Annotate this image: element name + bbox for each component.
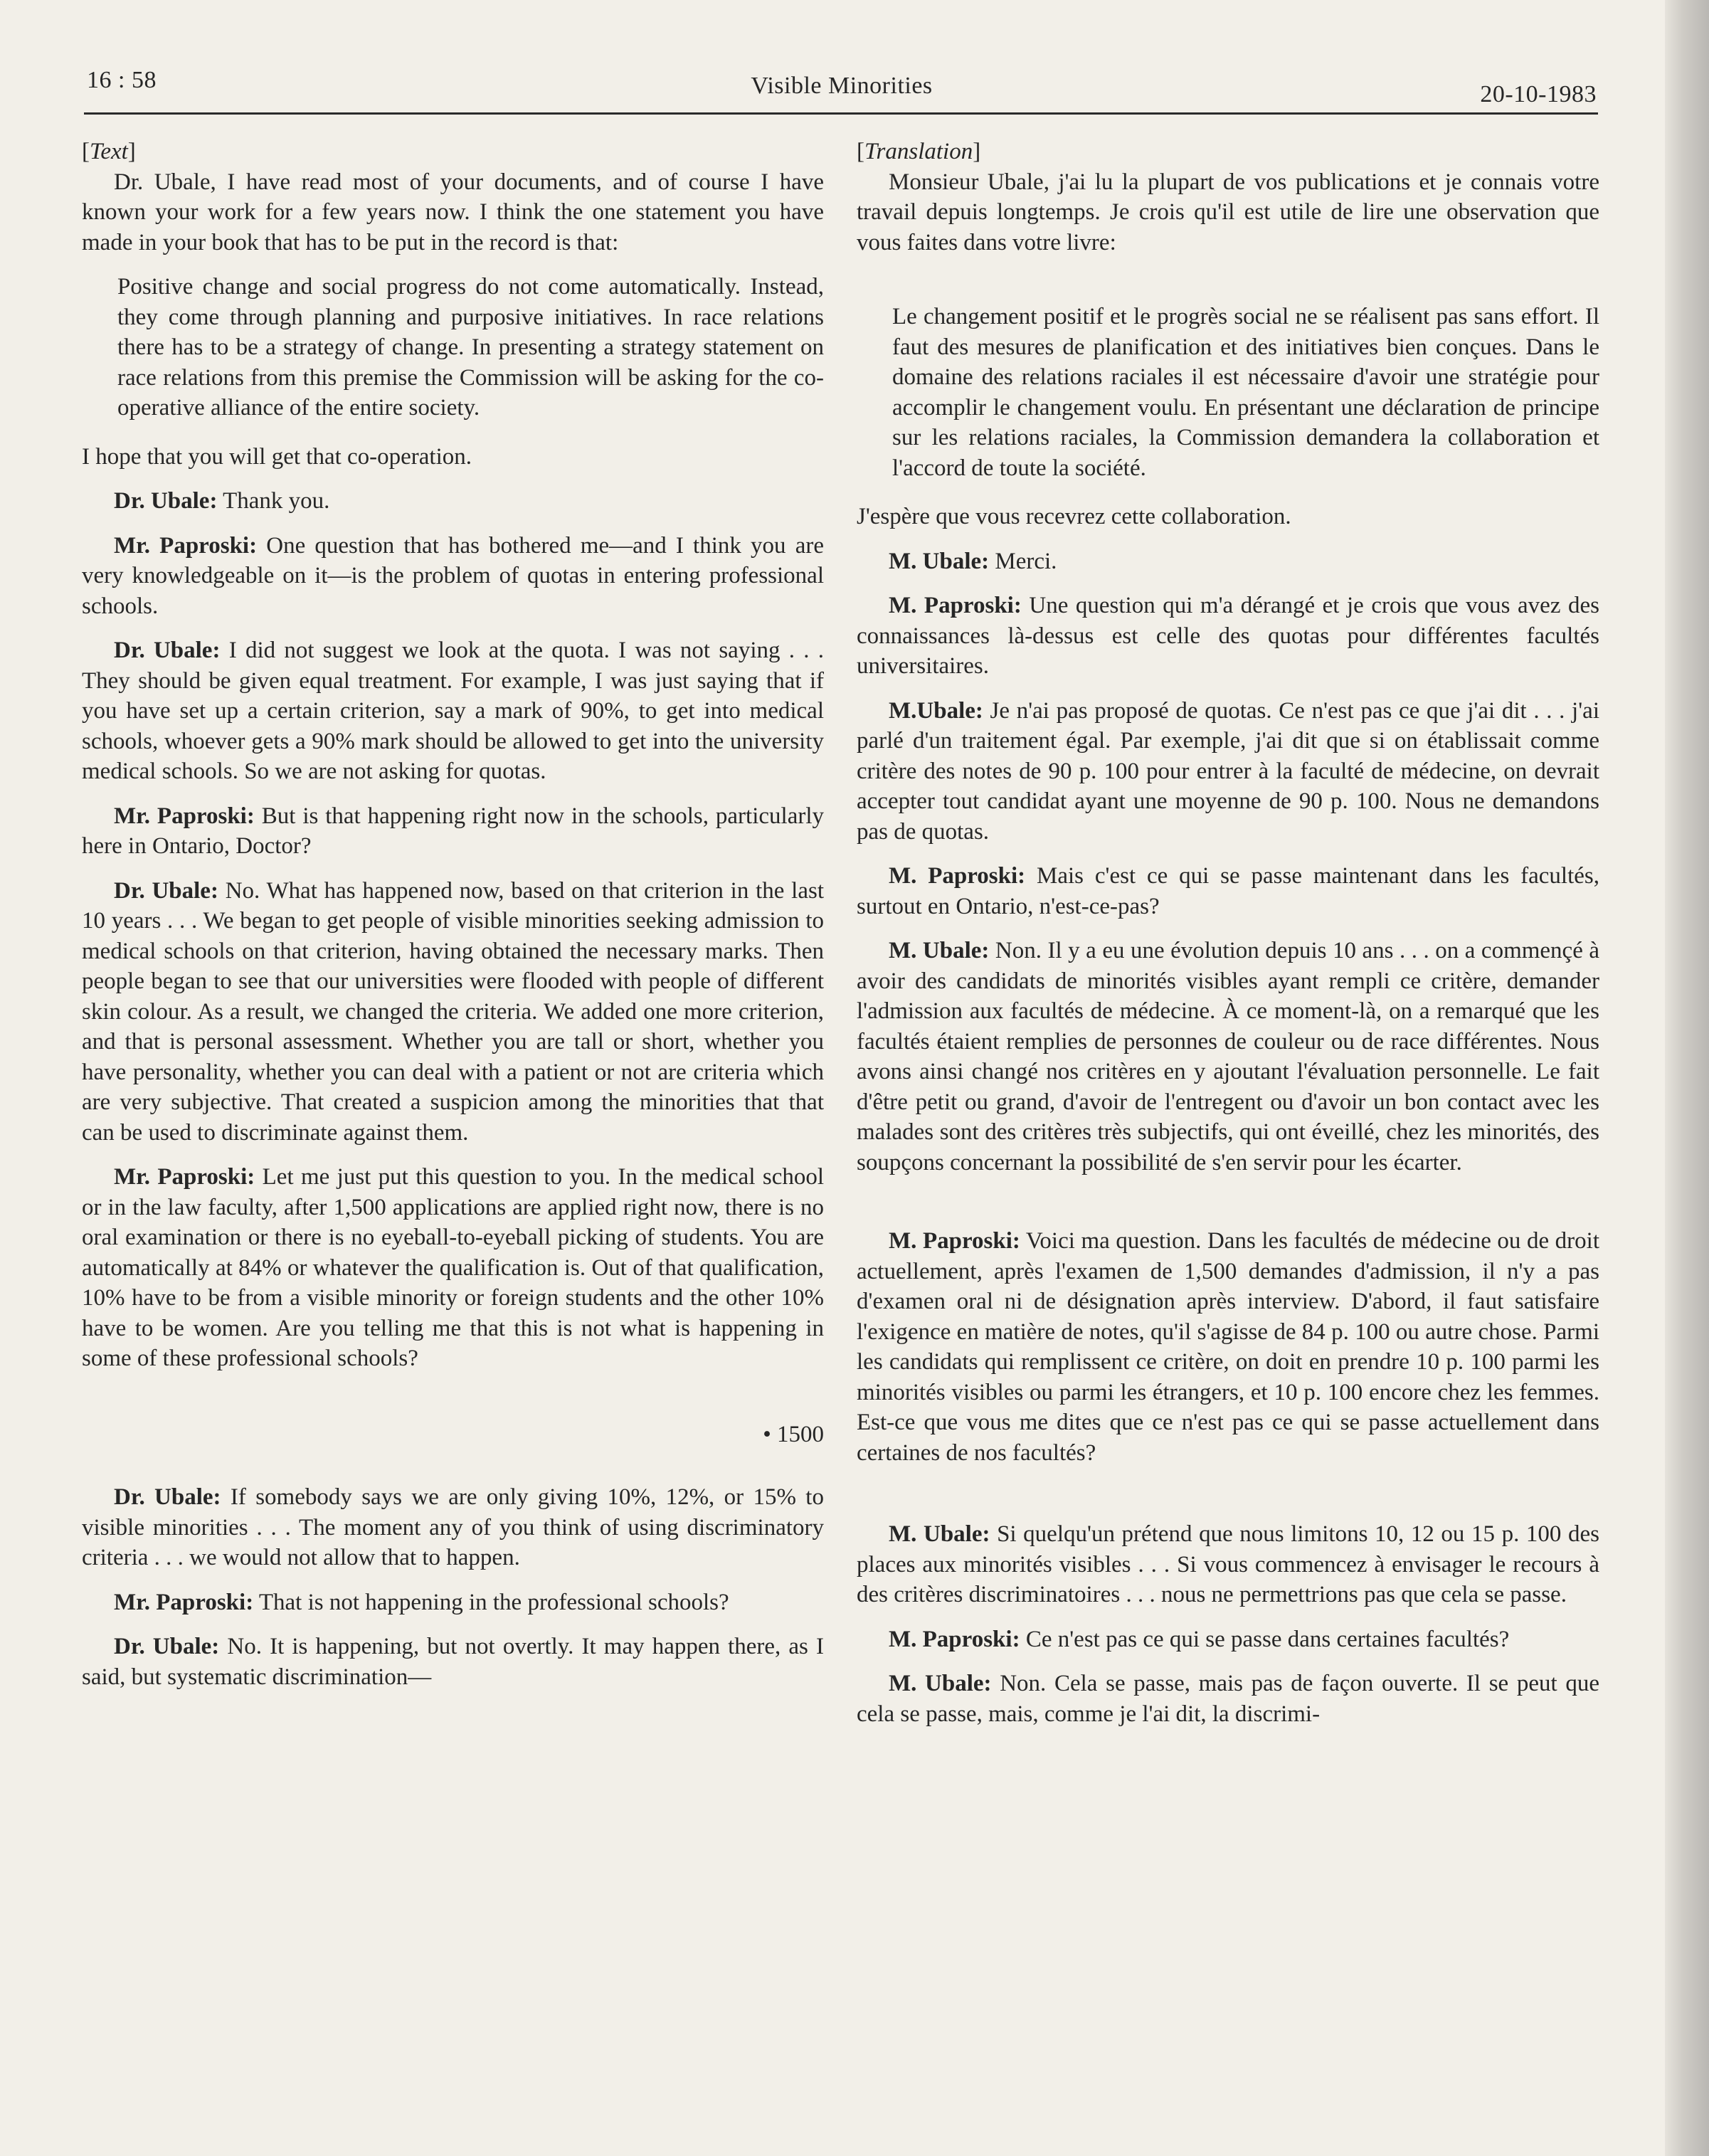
speaker-name: Dr. Ubale: [114, 877, 218, 904]
book-quote: Positive change and social progress do not come automatically. Instead, they come through planning and purposive initiatives. In race relations there has to be a strategy of change. In presenting a strategy statement on race relations from this premise the Commission will be asking for the co-operative alliance of the entire society. [117, 274, 824, 421]
exchange-paragraph: M. Paproski: Voici ma question. Dans les facultés de médecine ou de droit actuellement, après l'examen de 1,500 demandes d'admission, il n'y a pas d'examen oral ni de désignation après interview. D'abord, il faut satisfaire l'exigence en matière de notes, qu'il s'agisse de 84 p. 100 ou autre chose. Parmi les candidats qui remplissent ce critère, on doit en prendre 10 p. 100 parmi les minorités visibles ou parmi les étrangers, et 10 p. 100 encore chez les femmes. Est-ce que vous me dites que ce n'est pas ce qui se passe actuellement dans certaines de nos facultés? [857, 1228, 1599, 1466]
speaker-name: Mr. Paproski: [114, 1164, 255, 1190]
page-date: 20-10-1983 [1480, 81, 1597, 107]
speaker-name: Dr. Ubale: [114, 1634, 220, 1659]
french-column [857, 137, 1599, 1743]
running-title: Visible Minorities [751, 73, 933, 99]
exchange-paragraph: M.Ubale: Je n'ai pas proposé de quotas. Ce n'est pas ce que j'ai dit . . . j'ai parlé d'un traitement égal. Par exemple, j'ai dit que si on établissait comme critère des notes de 90 p. 100 pour entrer à la faculté de médecine, on devrait accepter tout candidat ayant une moyenne de 90 p. 100. Nous ne demandons pas de quotas. [857, 697, 1599, 845]
speaker-name: M. Paproski: [889, 1228, 1020, 1254]
exchange-paragraph: M. Paproski: Ce n'est pas ce qui se passe dans certaines facultés? [889, 1626, 1510, 1652]
speaker-name: Mr. Paproski: [114, 532, 258, 559]
speaker-name: Dr. Ubale: [114, 1484, 221, 1510]
exchange-paragraph: M. Paproski: Mais c'est ce qui se passe maintenant dans les facultés, surtout en Ontario, n'est-ce-pas? [857, 863, 1599, 919]
speaker-name: M. Ubale: [889, 548, 990, 574]
speaker-name: M. Paproski: [889, 593, 1022, 618]
speaker-name: Mr. Paproski: [114, 1589, 254, 1615]
exchange-paragraph: Dr. Ubale: If somebody says we are only giving 10%, 12%, or 15% to visible minorities . . . The moment any of you think of using discriminatory criteria . . . we would not allow that to happen. [82, 1484, 824, 1570]
intro-paragraph: Dr. Ubale, I have read most of your documents, and of course I have known your work for a few years now. I think the one statement you have made in your book that has to be put in the record is that: [82, 169, 824, 255]
text-label: [Text] [82, 139, 136, 164]
page-edge-shadow [1665, 0, 1709, 2156]
book-quote: Le changement positif et le progrès social ne se réalisent pas sans effort. Il faut des mesures de planification et des initiatives bien conçues. Dans le domaine des relations raciales il est nécessaire d'avoir une stratégie pour accomplir le changement voulu. En présentant une déclaration de principe sur les relations raciales, la Commission demandera la collaboration et l'accord de toute la société. [892, 304, 1599, 481]
exchange-paragraph: M. Ubale: Si quelqu'un prétend que nous limitons 10, 12 ou 15 p. 100 des places aux minorités visibles . . . Si vous commencez à envisager le recours à des critères discriminatoires . . . nous ne permettrions pas que cela se passe. [857, 1521, 1599, 1607]
speaker-name: Mr. Paproski: [114, 803, 255, 829]
spacer [857, 1482, 1599, 1519]
hope-paragraph: I hope that you will get that co-operation. [82, 443, 472, 470]
exchange-paragraph: Mr. Paproski: That is not happening in the professional schools? [114, 1589, 729, 1615]
speaker-name: M. Paproski: [889, 1626, 1020, 1652]
exchange-paragraph: Dr. Ubale: I did not suggest we look at the quota. I was not saying . . . They should be given equal treatment. For example, I was just saying that if you have set up a certain criterion, say a mark of 90%, to get into medical schools, whoever gets a 90% mark should be allowed to get into the university medical schools. So we are not asking for quotas. [82, 638, 824, 784]
english-column [82, 137, 824, 1706]
exchange-paragraph: Mr. Paproski: One question that has bothered me—and I think you are very knowledgeable on it—is the problem of quotas in entering professional schools. [82, 532, 824, 619]
exchange-paragraph: Dr. Ubale: No. What has happened now, based on that criterion in the last 10 years . . . We began to get people of visible minorities seeking admission to medical schools on that criterion, having obtained the necessary marks. Then people began to see that our universities were flooded with people of different skin colour. As a result, we changed the criteria. We added one more criterion, and that is personal assessment. Whether you are tall or short, whether you have personality, whether you can deal with a patient or not are criteria which are very subjective. That created a suspicion among the minorities that that can be used to discriminate against them. [82, 877, 824, 1146]
time-marker: • 1500 [763, 1421, 824, 1447]
spacer [857, 272, 1599, 289]
speaker-name: M. Ubale: [889, 1521, 990, 1547]
speaker-name: M. Ubale: [889, 938, 990, 963]
speaker-name: M. Paproski: [889, 863, 1026, 889]
intro-paragraph: Monsieur Ubale, j'ai lu la plupart de vos publications et je connais votre travail depuis longtemps. Je crois qu'il est utile de lire une observation que vous faites dans votre livre: [857, 169, 1599, 255]
exchange-paragraph: Mr. Paproski: Let me just put this question to you. In the medical school or in the law faculty, after 1,500 applications are applied right now, there is no oral examination or there is no eyeball-to-eyeball picking of students. You are automatically at 84% or whatever the qualification is. Out of that qualification, 10% have to be from a visible minority or foreign students and the other 10% have to be women. Are you telling me that this is not what is happening in some of these professional schools? [82, 1164, 825, 1371]
exchange-paragraph: Dr. Ubale: No. It is happening, but not overtly. It may happen there, as I said, but systematic discrimination— [82, 1634, 824, 1690]
exchange-paragraph: Mr. Paproski: But is that happening right now in the schools, particularly here in Ontario, Doctor? [82, 803, 824, 859]
exchange-paragraph: M. Ubale: Non. Cela se passe, mais pas de façon ouverte. Il se peut que cela se passe, mais, comme je l'ai dit, la discrimi- [857, 1671, 1599, 1727]
hope-paragraph: J'espère que vous recevrez cette collaboration. [857, 504, 1291, 529]
page-number: 16 : 58 [87, 67, 157, 93]
spacer [857, 1192, 1599, 1226]
speaker-name: Dr. Ubale: [114, 488, 218, 514]
speaker-name: M.Ubale: [889, 697, 983, 724]
exchange-paragraph: M. Ubale: Merci. [889, 548, 1057, 574]
header-rule [84, 112, 1598, 115]
page-header [87, 67, 1597, 110]
exchange-paragraph: M. Paproski: Une question qui m'a dérangé et je crois que vous avez des connaissances là-dessus est celle des quotas pour différentes facultés universitaires. [857, 593, 1599, 679]
exchange-paragraph: Dr. Ubale: Thank you. [114, 488, 330, 514]
exchange-paragraph: M. Ubale: Non. Il y a eu une évolution depuis 10 ans . . . on a commençé à avoir des candidats de minorités visibles ayant rempli ce critère, demander l'admission aux facultés de médecine. À ce moment-là, on a remarqué que les facultés étaient remplies de personnes de couleur ou de race différentes. Nous avons ainsi changé nos critères en y ajoutant l'évaluation personnelle. Le fait d'être petit ou grand, d'avoir de l'entregent ou d'avoir un bon contact avec les malades sont des critères très subjectifs, qui ont éveillé, chez les minorités, des soupçons concernant la possibilité de s'en servir pour les écarter. [857, 938, 1600, 1175]
translation-label: [Translation] [857, 139, 981, 164]
speaker-name: Dr. Ubale: [114, 638, 221, 663]
speaker-name: M. Ubale: [889, 1671, 992, 1696]
